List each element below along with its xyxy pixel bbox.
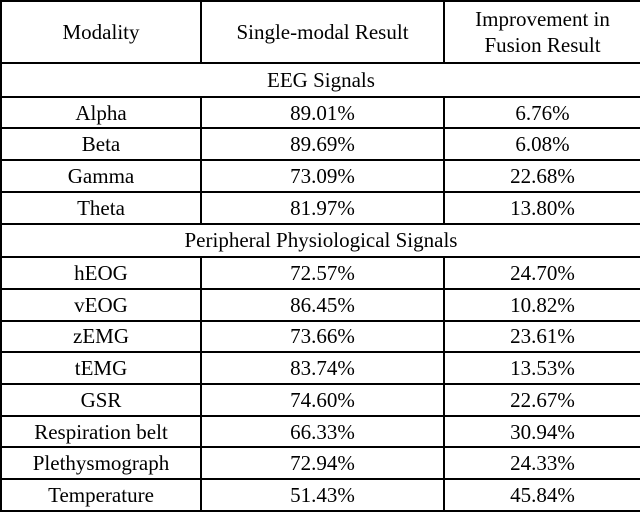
cell-single-modal-result: 73.09% [201, 160, 444, 192]
table-row-temperature [1, 479, 640, 511]
table-row-heog [1, 257, 640, 289]
cell-single-modal-result: 51.43% [201, 479, 444, 511]
cell-improvement-in-fusion: 30.94% [444, 416, 640, 448]
table-row-theta [1, 192, 640, 224]
cell-modality: Theta [1, 192, 201, 224]
cell-single-modal-result: 66.33% [201, 416, 444, 448]
cell-single-modal-result: 72.57% [201, 257, 444, 289]
cell-modality: Plethysmograph [1, 447, 201, 479]
col-header-modality: Modality [1, 1, 201, 63]
cell-modality: Gamma [1, 160, 201, 192]
table-row-respiration-belt [1, 416, 640, 448]
table-row-plethysmograph [1, 447, 640, 479]
cell-modality: Respiration belt [1, 416, 201, 448]
cell-single-modal-result: 89.01% [201, 97, 444, 129]
cell-modality: vEOG [1, 289, 201, 321]
cell-single-modal-result: 72.94% [201, 447, 444, 479]
cell-improvement-in-fusion: 24.70% [444, 257, 640, 289]
cell-modality: tEMG [1, 352, 201, 384]
section-title: Peripheral Physiological Signals [1, 224, 640, 258]
cell-single-modal-result: 74.60% [201, 384, 444, 416]
cell-improvement-in-fusion: 13.53% [444, 352, 640, 384]
cell-single-modal-result: 73.66% [201, 321, 444, 353]
cell-single-modal-result: 86.45% [201, 289, 444, 321]
col-header-single-modal-result: Single-modal Result [201, 1, 444, 63]
cell-improvement-in-fusion: 23.61% [444, 321, 640, 353]
cell-modality: Temperature [1, 479, 201, 511]
cell-single-modal-result: 89.69% [201, 128, 444, 160]
table-row-gsr [1, 384, 640, 416]
cell-single-modal-result: 81.97% [201, 192, 444, 224]
col-header-improvement-in-fusion-result: Improvement in Fusion Result [444, 1, 640, 63]
cell-improvement-in-fusion: 10.82% [444, 289, 640, 321]
section-row-peripheral-physiological-signals [1, 224, 640, 258]
cell-improvement-in-fusion: 13.80% [444, 192, 640, 224]
cell-single-modal-result: 83.74% [201, 352, 444, 384]
cell-improvement-in-fusion: 22.67% [444, 384, 640, 416]
cell-improvement-in-fusion: 22.68% [444, 160, 640, 192]
cell-modality: Beta [1, 128, 201, 160]
cell-improvement-in-fusion: 24.33% [444, 447, 640, 479]
cell-improvement-in-fusion: 45.84% [444, 479, 640, 511]
cell-modality: hEOG [1, 257, 201, 289]
table-row-temg [1, 352, 640, 384]
cell-modality: zEMG [1, 321, 201, 353]
cell-improvement-in-fusion: 6.76% [444, 97, 640, 129]
table-row-alpha [1, 97, 640, 129]
table-row-veog [1, 289, 640, 321]
table-row-gamma [1, 160, 640, 192]
cell-modality: Alpha [1, 97, 201, 129]
header-row [1, 1, 640, 63]
table-row-zemg [1, 321, 640, 353]
table-row-beta [1, 128, 640, 160]
cell-modality: GSR [1, 384, 201, 416]
section-title: EEG Signals [1, 63, 640, 97]
section-row-eeg-signals [1, 63, 640, 97]
cell-improvement-in-fusion: 6.08% [444, 128, 640, 160]
